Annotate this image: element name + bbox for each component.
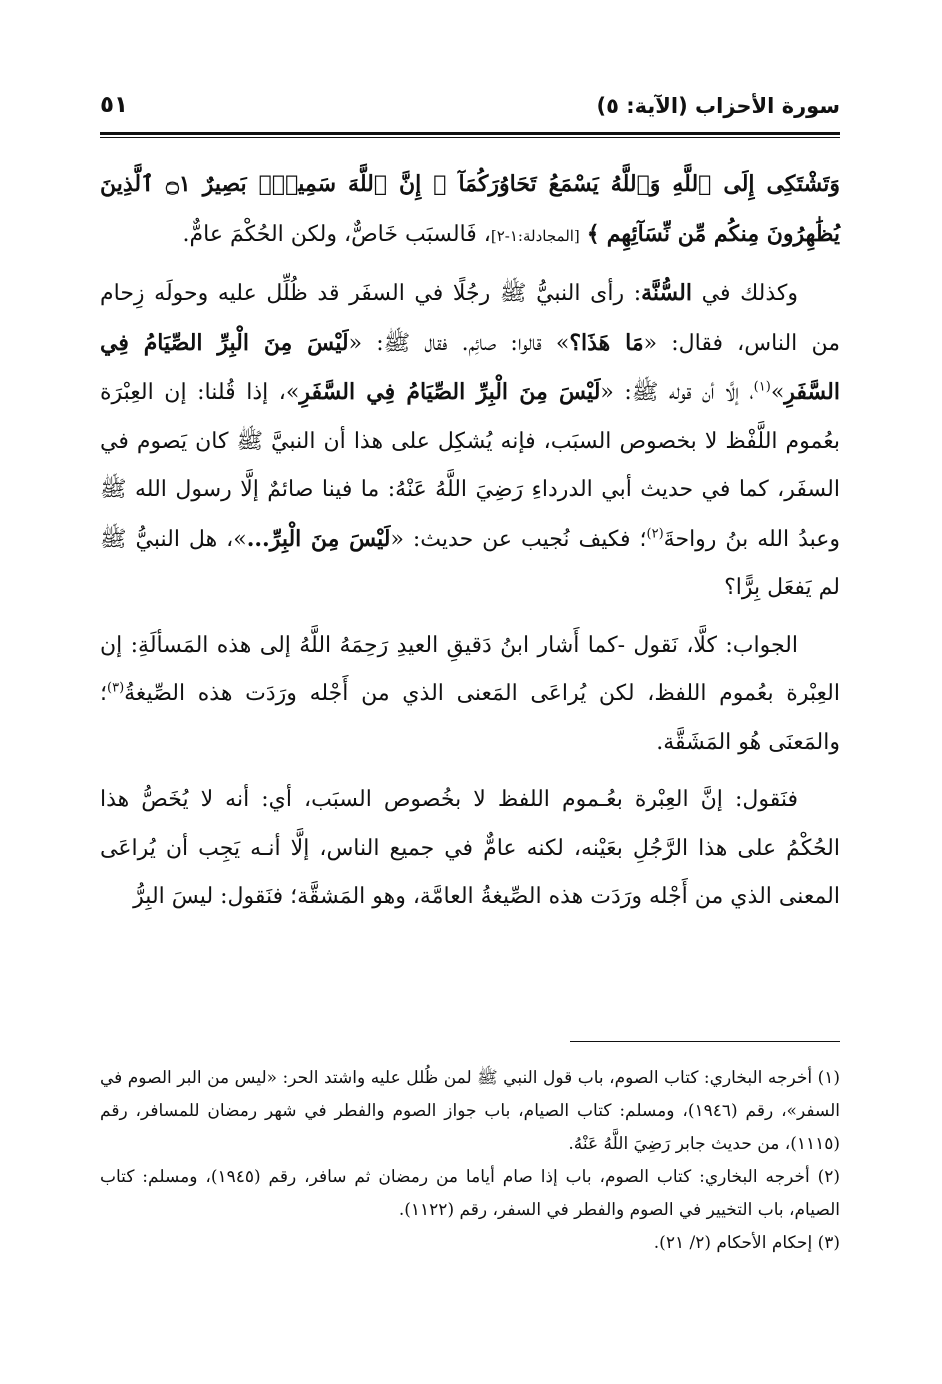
main-text <box>100 160 840 922</box>
page-header <box>100 92 840 132</box>
paragraph-sunnah <box>100 269 840 613</box>
footnote-text: أخرجه البخاري: كتاب الصوم، باب إذا صام أياما من رمضان ثم سافر، رقم (١٩٤٥)، ومسلم: كتاب الصيام، باب التخيير في الصوم والفطر في السفر، رقم (١١٢٢). <box>100 1167 840 1220</box>
hadith-quote: مَا هَذَا؟ <box>569 329 644 356</box>
footnote-number: (١) <box>817 1068 840 1088</box>
paragraph-text: ، إلَّا أن قوله ﷺ: « <box>600 380 754 405</box>
footnote-marker-1[interactable]: (١) <box>753 379 771 395</box>
footnotes <box>100 1062 840 1260</box>
paragraph-conclusion <box>100 776 840 922</box>
sunnah-term: السُّنَّة <box>641 280 692 306</box>
paragraph-quran-citation <box>100 160 840 260</box>
hadith-quote: لَيْسَ مِنَ الْبِرِّ الصِّيَامُ فِي السَّفَرِ <box>100 329 840 405</box>
page-number: ٥١ <box>100 92 129 118</box>
paragraph-text: »، هل النبيُّ ﷺ لم يَفعَل بِرًّا؟ <box>100 526 840 600</box>
header-rule-thick <box>100 132 840 135</box>
paragraph-text: : رأى النبيُّ ﷺ رجُلًا في السفَر قد ظُلِّل عليه وحولَه زِحام من الناس، فقال: « <box>100 281 840 356</box>
footnote-3 <box>100 1227 840 1260</box>
paragraph-text: فنَقول: إنَّ العِبْرة بعُـموم اللفظ لا بخُصوص السبَب، أي: أنه لا يُخَصُّ هذا الحُكْمُ على هذا الرَّجُلِ بعَيْنه، لكنه عامٌّ في جميع الناس، إلَّا أنـه يَجِب أن يُراعَى المعنى الذي من أَجْله ورَدَت هذه الصِّيغةُ العامَّة، وهو المَشقَّة؛ فنَقول: ليسَ البِرُّ <box>100 787 840 909</box>
paragraph-text: »، إذا قُلنا: إن العِبْرَة بعُموم اللَّفْظ لا بخصوص السبَب، فإنه يُشكِل على هذا أن النبيَّ ﷺ كان يَصوم في السفَر، كما في حديث أبي الدرداءِ رَضِيَ اللَّهُ عَنْهُ: ما فينا صائمٌ إلَّا رسول الله ﷺ وعبدُ الله بنُ رواحةَ <box>100 380 841 552</box>
footnote-text: أخرجه البخاري: كتاب الصوم، باب قول النبي ﷺ لمن ظُلل عليه واشتد الحر: «ليس من البر الصوم في السفر»، رقم (١٩٤٦)، ومسلم: كتاب الصيام، باب جواز الصوم والفطر في شهر رمضان للمسافر، رقم (١١١٥)، من حديث جابر رَضِيَ اللَّهُ عَنْهُ. <box>100 1068 841 1154</box>
footnote-text: إحكام الأحكام (٢/ ٢١). <box>653 1233 813 1253</box>
paragraph-text: ، فَالسبَب خَاصٌّ، ولكن الحُكْمَ عامٌّ. <box>182 221 491 247</box>
footnote-2 <box>100 1161 840 1227</box>
running-title: سورة الأحزاب (الآية: ٥) <box>596 94 840 118</box>
footnote-separator <box>570 1041 840 1042</box>
quran-close-bracket: ﴾ <box>586 220 600 247</box>
paragraph-text: ؛ فكيف نُجيب عن حديث: « <box>390 526 647 552</box>
quran-verse: وَتَشْتَكِى إِلَى ٱللَّهِ وَٱللَّهُ يَسْمَعُ تَحَاوُرَكُمَآ ۚ إِنَّ ٱللَّهَ سَمِيعٌۢ بَصِيرٌ ۝١ ٱلَّذِينَ يُظَٰهِرُونَ مِنكُم مِّن نِّسَآئِهِم <box>100 171 840 247</box>
paragraph-text: » <box>770 380 785 405</box>
footnote-number: (٣) <box>817 1233 840 1253</box>
hadith-quote: لَيْسَ مِنَ الْبِرِّ الصِّيَامُ فِي السَّفَرِ <box>299 379 601 405</box>
footnote-number: (٢) <box>817 1167 841 1187</box>
paragraph-answer <box>100 622 840 768</box>
surah-reference: [المجادلة:١-٢] <box>490 226 580 245</box>
hadith-quote: لَيْسَ مِنَ الْبِرِّ... <box>246 525 391 552</box>
paragraph-text: الجواب: كلَّا، نَقول -كما أَشار ابنُ دَقيقِ العيدِ رَحِمَهُ اللَّهُ إلى هذه المَسألَةِ: إن العِبْرة بعُموم اللفظ، لكن يُراعَى المَعنى الذي من أَجْله ورَدَت هذه الصِّيغةُ <box>100 632 840 706</box>
footnote-marker-2[interactable]: (٢) <box>646 526 664 542</box>
footnote-1 <box>100 1062 840 1161</box>
footnote-marker-3[interactable]: (٣) <box>107 680 125 696</box>
paragraph-text: وكذلك في <box>701 281 798 306</box>
paragraph-text: ؛ والمَعنَى هُو المَشَقَّة. <box>100 681 840 755</box>
header-rule-thin <box>100 137 840 138</box>
paragraph-text: » قالوا: صائِم. فقال ﷺ: « <box>348 330 570 356</box>
